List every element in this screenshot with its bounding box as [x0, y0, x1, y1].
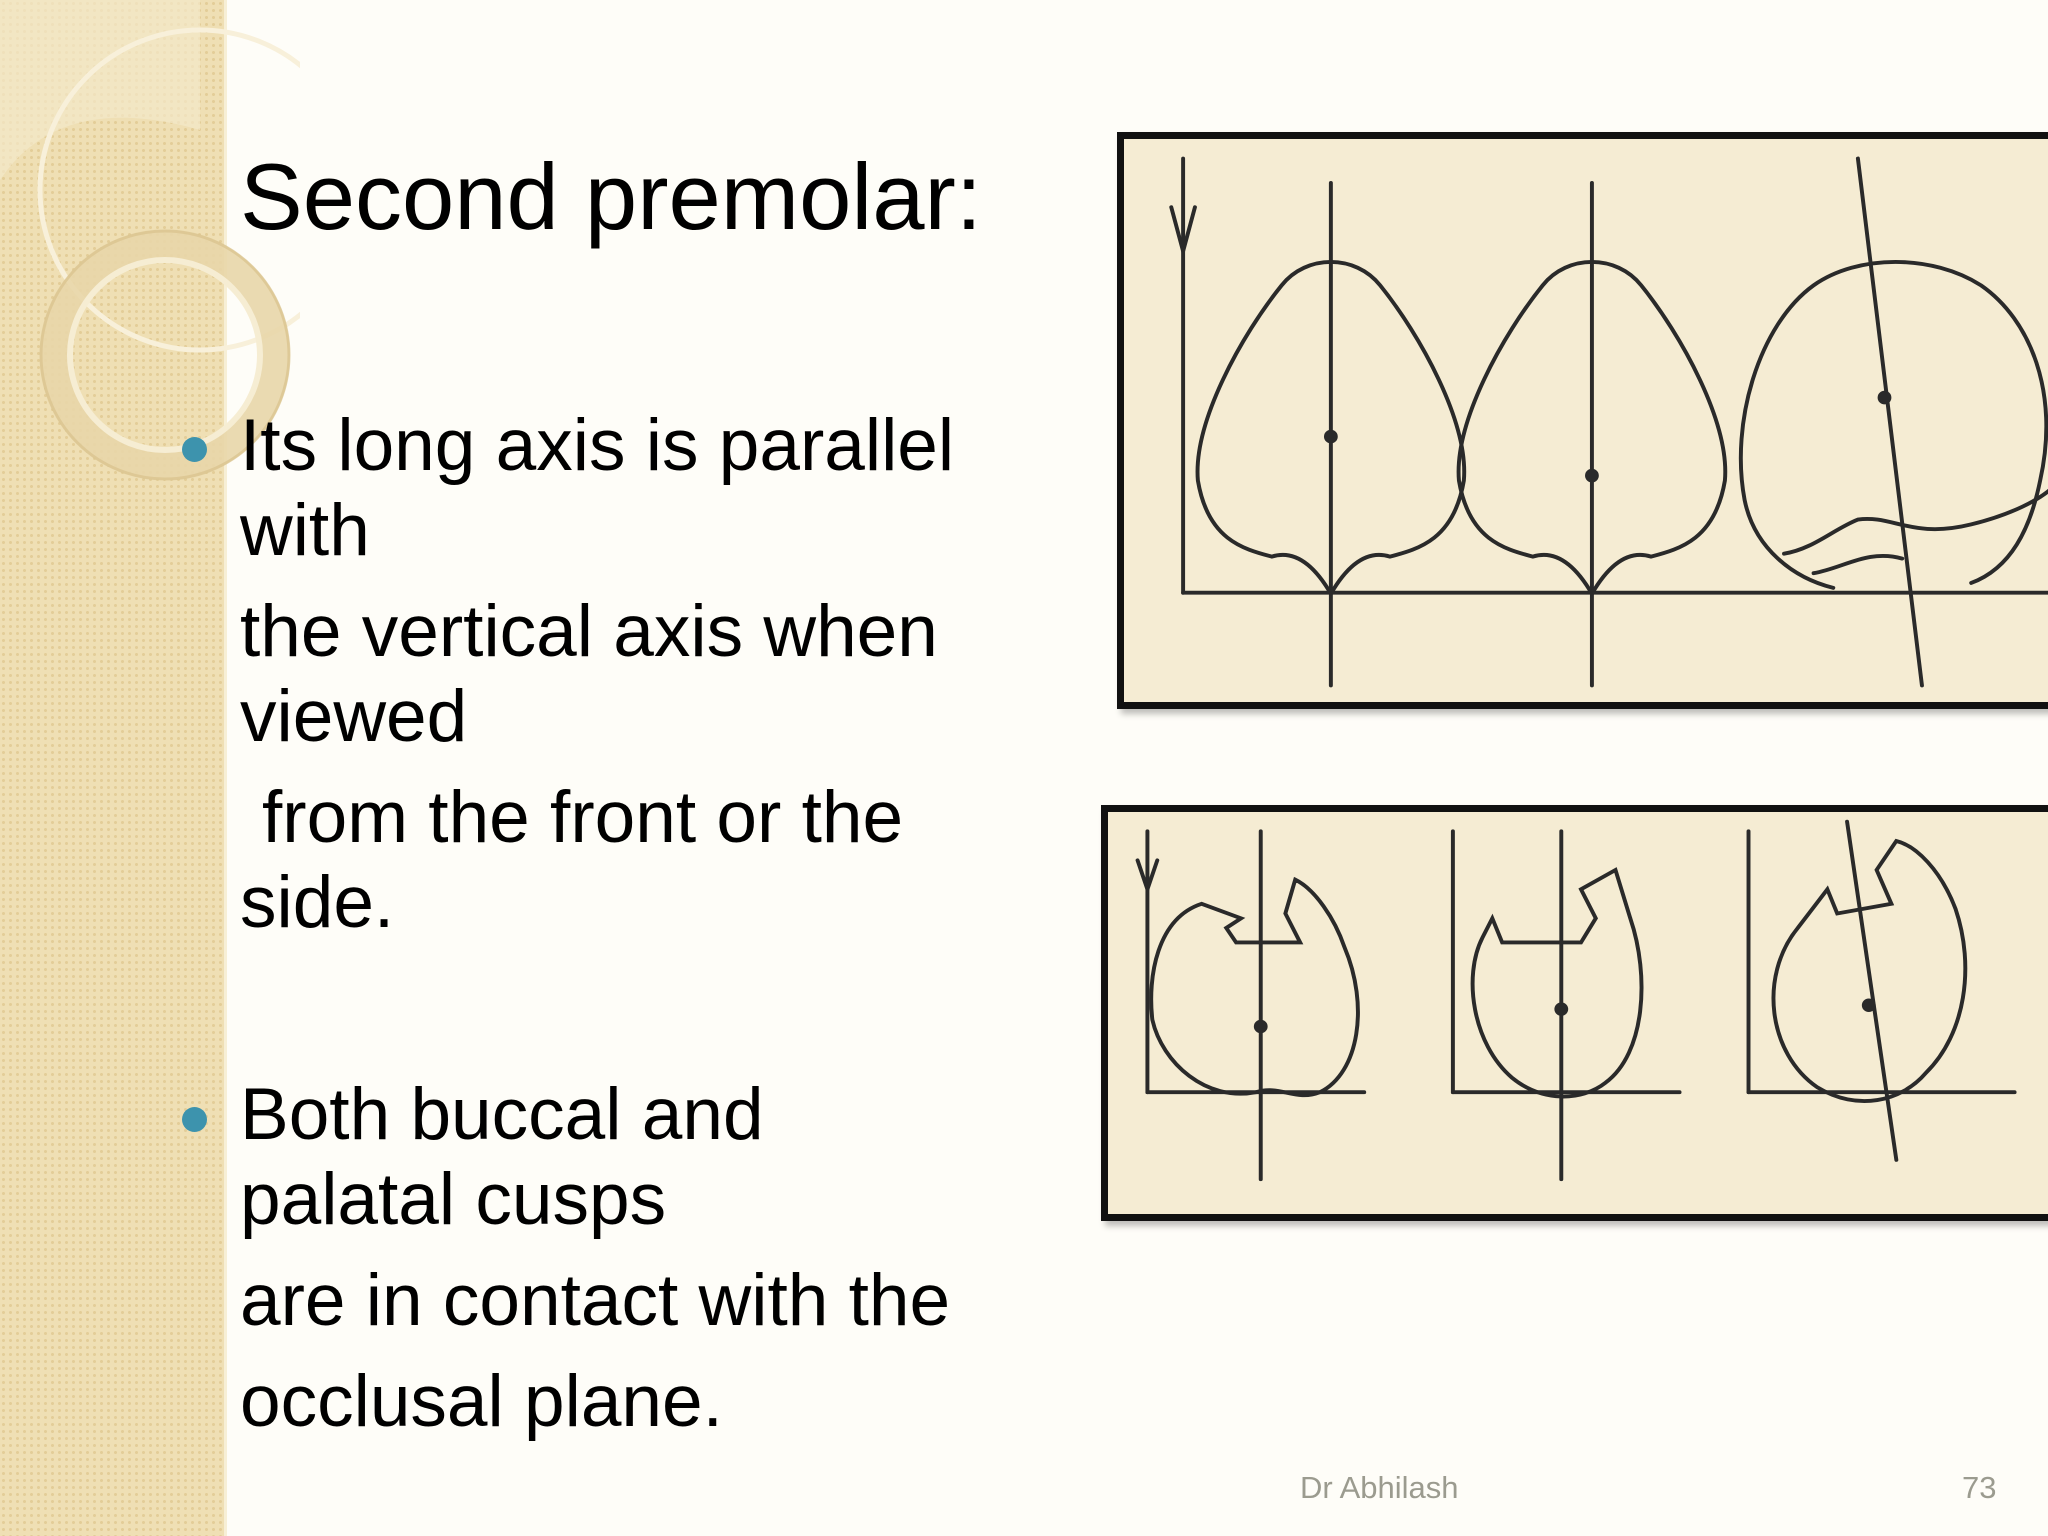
- tooth-outline-drawing: [1124, 139, 2048, 702]
- bullet-line: Both buccal and: [240, 1074, 764, 1155]
- bullet-line: Its long axis is parallel: [240, 405, 955, 486]
- footer-author: Dr Abhilash: [1300, 1470, 1459, 1505]
- bullet-line: viewed: [240, 676, 468, 757]
- bullet-item-long-axis: [240, 403, 1060, 945]
- bullet-line: from the front or the: [262, 777, 904, 858]
- bullet-line: occlusal plane.: [240, 1361, 723, 1442]
- tooth-cross-section-drawing: [1108, 812, 2048, 1214]
- bullet-dot: [182, 437, 207, 462]
- bullet-dot: [182, 1107, 207, 1132]
- bullet-line: with: [240, 490, 370, 571]
- bullet-item-cusps: [240, 1072, 1060, 1444]
- bullet-line: palatal cusps: [240, 1159, 667, 1240]
- bullet-line: the vertical axis when: [240, 591, 938, 672]
- bullet-line: side.: [240, 862, 395, 943]
- slide-title: Second premolar:: [240, 144, 982, 249]
- page-number: 73: [1962, 1470, 1997, 1505]
- bullet-line: are in contact with the: [240, 1260, 951, 1341]
- tooth-front-view-figure: [1117, 132, 2048, 709]
- tooth-side-view-figure: [1101, 805, 2048, 1221]
